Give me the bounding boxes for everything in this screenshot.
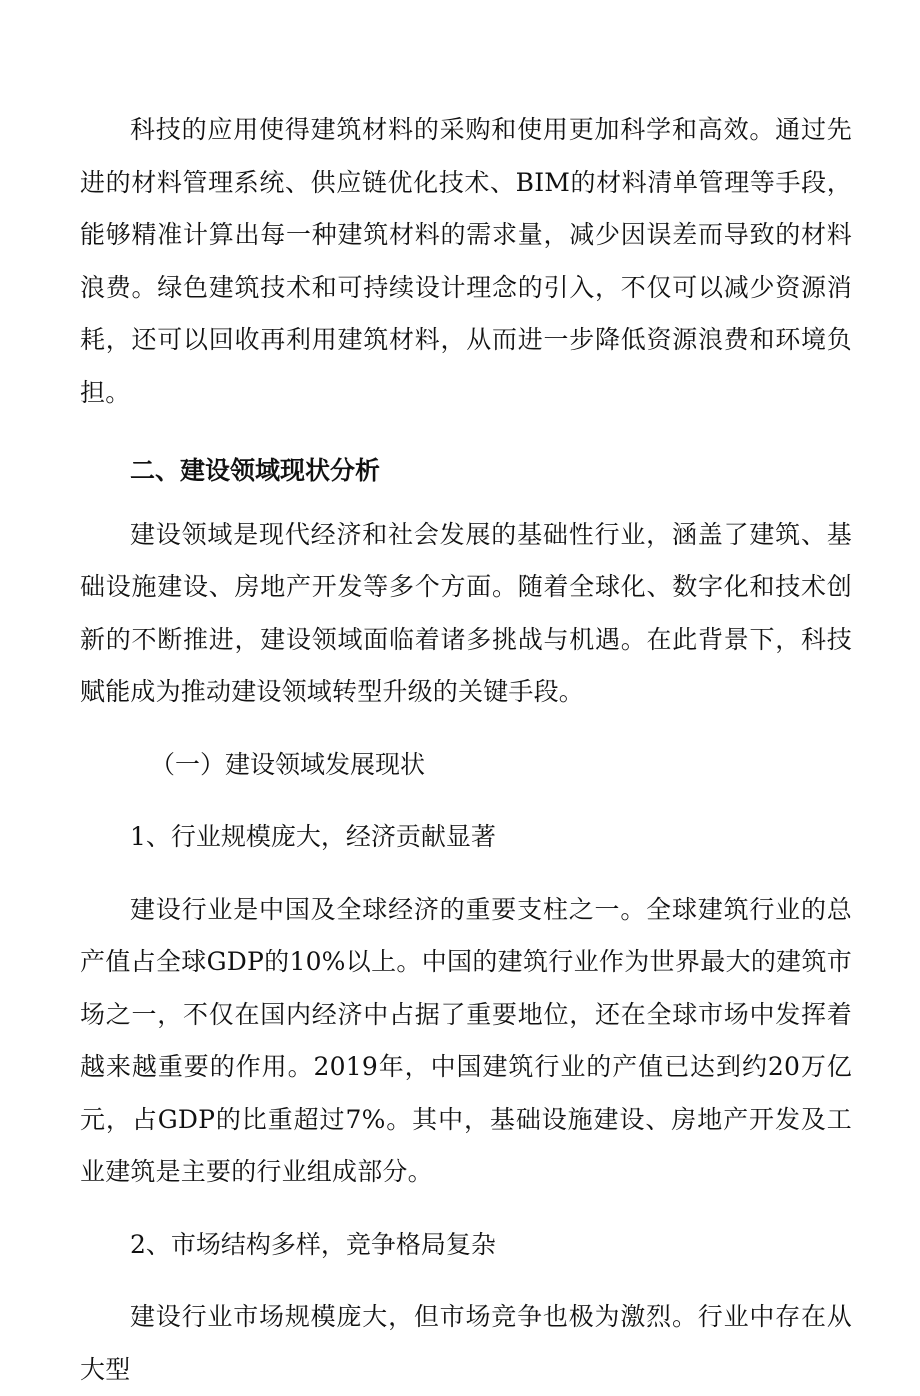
paragraph-material-efficiency: 科技的应用使得建筑材料的采购和使用更加科学和高效。通过先进的材料管理系统、供应链优化技术、BIM的材料清单管理等手段，能够精准计算出每一种建筑材料的需求量，减少因误差而导致的材料浪费。绿色建筑技术和可持续设计理念的引入，不仅可以减少资源消耗，还可以回收再利用建筑材料，从而进一步降低资源浪费和环境负担。 <box>80 115 852 407</box>
document-body <box>80 104 852 1396</box>
spacer <box>80 419 852 445</box>
list-item-market-structure: 2、市场结构多样，竞争格局复杂 <box>130 1229 496 1259</box>
spacer <box>80 498 852 509</box>
subsection-heading-development-status: （一）建设领域发展现状 <box>150 749 426 779</box>
paragraph-construction-overview: 建设领域是现代经济和社会发展的基础性行业，涵盖了建筑、基础设施建设、房地产开发等多个方面。随着全球化、数字化和技术创新的不断推进，建设领域面临着诸多挑战与机遇。在此背景下，科技赋能成为推动建设领域转型升级的关键手段。 <box>80 519 852 706</box>
paragraph-industry-economy: 建设行业是中国及全球经济的重要支柱之一。全球建筑行业的总产值占全球GDP的10%以上。中国的建筑行业作为世界最大的建筑市场之一，不仅在国内经济中占据了重要地位，还在全球市场中发挥着越来越重要的作用。2019年，中国建筑行业的产值已达到约20万亿元，占GDP的比重超过7%。其中，基础设施建设、房地产开发及工业建筑是主要的行业组成部分。 <box>80 894 852 1186</box>
paragraph-market-competition: 建设行业市场规模庞大，但市场竞争也极为激烈。行业中存在从大型 <box>80 1302 852 1384</box>
spacer <box>80 864 852 884</box>
list-item-industry-scale: 1、行业规模庞大，经济贡献显著 <box>130 822 496 851</box>
spacer <box>80 1199 852 1219</box>
spacer <box>80 791 852 811</box>
spacer <box>80 719 852 739</box>
spacer <box>80 1271 852 1291</box>
section-heading-construction-status: 二、建设领域现状分析 <box>130 456 381 485</box>
